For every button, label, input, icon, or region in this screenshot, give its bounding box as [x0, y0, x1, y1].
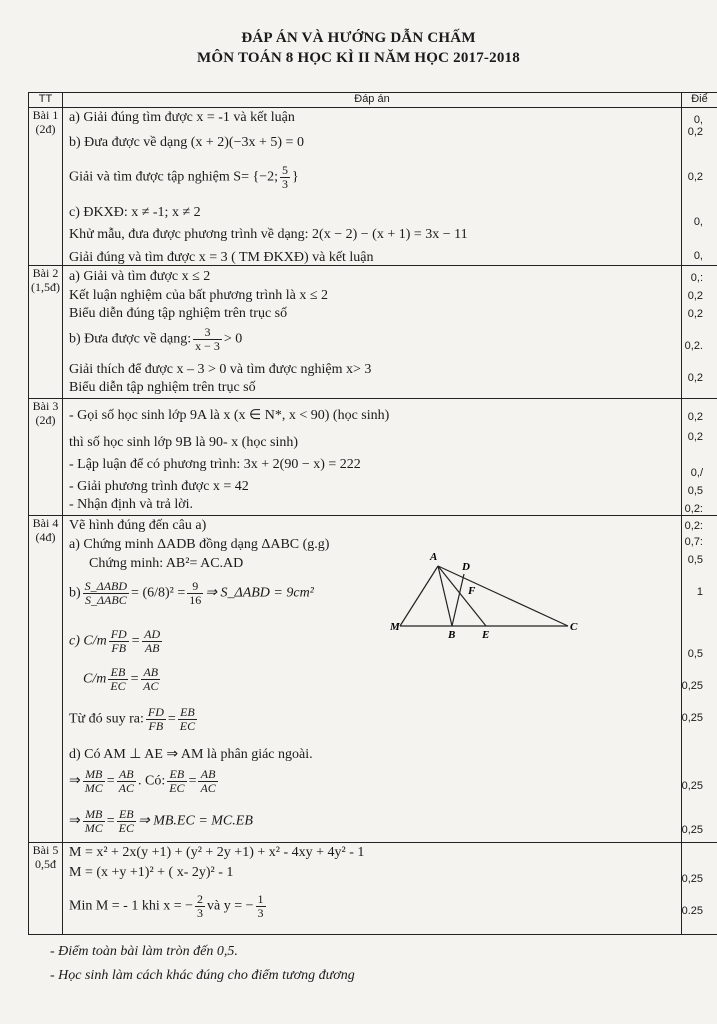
table-header-row	[29, 93, 717, 108]
table-row	[29, 108, 717, 266]
fraction: $\frac{EB}{EC}$	[118, 807, 134, 835]
fraction: $\frac{MB}{MC}$	[84, 767, 103, 795]
bai5-answer: M = x² + 2x(y +1) + (y² + 2y +1) + x² - 4xy + 4y² - 1 M = (x +y +1)² + ( x- 2y)² - 1 Min M = - 1 khi x = − $\frac{2}{3}$ và y = − $\frac{1}{3}$	[63, 843, 682, 935]
fraction: $\frac{AB}{AC}$	[143, 665, 159, 693]
bai3-points: 0,2 0,2 0,/ 0,5 0,2:	[682, 399, 717, 516]
table-row	[29, 843, 717, 935]
triangle-figure	[390, 548, 590, 640]
doc-subtitle: MÔN TOÁN 8 HỌC KÌ II NĂM HỌC 2017-2018	[197, 50, 520, 66]
label-e: E	[482, 629, 490, 640]
label-d: D	[462, 561, 470, 573]
segment-am	[400, 566, 438, 626]
col-dap-an: Đáp án	[63, 93, 682, 108]
fraction: $\frac{EB}{EC}$	[110, 665, 126, 693]
col-diem: Điể	[682, 93, 717, 108]
bai3-answer: - Gọi số học sinh lớp 9A là x (x ∈ N*, x < 90) (học sinh) thì số học sinh lớp 9B là 90- x (học sinh) - Lập luận để có phương trình: 3x + 2(90 − x) = 222 - Giải phương trình được x = 42 - Nhận định và trả lời.	[63, 399, 682, 516]
fraction: $\frac{EB}{EC}$	[179, 705, 196, 733]
bai1-points: 0, 0,2 0,2 0, 0,	[682, 108, 717, 266]
bai4-points: 0,2: 0,7: 0,5 1 0,5 0,25 0,25 0,25 0,25	[682, 516, 717, 843]
fraction: $\frac{EB}{EC}$	[169, 767, 185, 795]
segment-ac	[438, 566, 568, 626]
fraction: $\frac{2}{3}$	[197, 892, 204, 920]
bai1-answer: a) Giải đúng tìm được x = -1 và kết luận b) Đưa được về dạng (x + 2)(−3x + 5) = 0 Giải và tìm được tập nghiệm S= {−2; $\frac{5}{3}$ } c) ĐKXĐ: x ≠ -1; x ≠ 2 Khử mẫu, đưa được phương trình về dạng: 2(x − 2) − (x + 1) = 3x − 11 Giải đúng và tìm được x = 3 ( TM ĐKXĐ) và kết luận	[63, 108, 682, 266]
footnote-rounding: - Điểm toàn bài làm tròn đến 0,5.	[50, 944, 238, 959]
bai2-answer: a) Giải và tìm được x ≤ 2 Kết luận nghiệm của bất phương trình là x ≤ 2 Biểu diễn đúng tập nghiệm trên trục số b) Đưa được về dạng: $\frac{3}{x - 3}$ > 0 Giải thích để được x – 3 > 0 và tìm được nghiệm x> 3 Biểu diễn tập nghiệm trên trục số	[63, 266, 682, 399]
table-row	[29, 516, 717, 843]
footnote-alternative: - Học sinh làm cách khác đúng cho điểm tương đương	[50, 968, 355, 983]
segment-bd	[452, 574, 464, 626]
label-a: A	[430, 551, 438, 563]
bai2-points: 0,: 0,2 0,2 0,2. 0,2	[682, 266, 717, 399]
table-row	[29, 399, 717, 516]
bai5-label: Bài 5 0,5đ	[29, 843, 63, 935]
answer-table	[28, 92, 717, 935]
fraction: $\frac{MB}{MC}$	[84, 807, 103, 835]
fraction: $\frac{AB}{AC}$	[118, 767, 134, 795]
fraction: $\frac{AD}{AB}$	[144, 627, 161, 655]
label-b: B	[448, 629, 456, 640]
label-f: F	[468, 585, 476, 597]
fraction: $\frac{FD}{FB}$	[110, 627, 127, 655]
fraction: $\frac{1}{3}$	[257, 892, 264, 920]
label-m: M	[390, 621, 400, 633]
col-tt: TT	[29, 93, 63, 108]
bai4-answer: Vẽ hình đúng đến câu a) a) Chứng minh ΔADB đồng dạng ΔABC (g.g) Chứng minh: AB²= AC.AD b) $\frac{\text{S\_ΔABD}}{\text{S\_ΔABC}}$ = (6/8)² = $\frac{9}{16}$ ⇒ S_ΔABD = 9cm² c) C/m $\frac{FD}{FB}$ = $\frac{AD}{AB}$ C/m $\frac{EB}{EC}$ = $\frac{AB}{AC}$ Từ đó suy ra: $\frac{FD}{FB}$ = $\frac{EB}{EC}$ d) Có AM ⊥ AE ⇒ AM là phân giác ngoài. ⇒ $\frac{MB}{MC}$ = $\frac{AB}{AC}$ . Có: $\frac{EB}{EC}$ = $\frac{AB}{AC}$ ⇒ $\frac{MB}{MC}$ = $\frac{EB}{EC}$ ⇒ MB.EC = MC.EB	[63, 516, 682, 843]
bai1-label: Bài 1 (2đ)	[29, 108, 63, 266]
fraction: $\frac{3}{x - 3}$	[195, 325, 220, 353]
doc-title: ĐÁP ÁN VÀ HƯỚNG DẪN CHẤM	[241, 30, 476, 46]
fraction: $\frac{\text{S\_ΔABD}}{\text{S\_ΔABC}}$	[84, 579, 128, 607]
bai4-label: Bài 4 (4đ)	[29, 516, 63, 843]
fraction: $\frac{AB}{AC}$	[200, 767, 216, 795]
fraction: $\frac{5}{3}$	[281, 163, 288, 191]
bai5-points: 0,25 0.25	[682, 843, 717, 935]
bai3-label: Bài 3 (2đ)	[29, 399, 63, 516]
fraction: $\frac{FD}{FB}$	[147, 705, 164, 733]
fraction: $\frac{9}{16}$	[189, 579, 202, 607]
label-c: C	[570, 621, 578, 633]
bai2-label: Bài 2 (1,5đ)	[29, 266, 63, 399]
table-row	[29, 266, 717, 399]
